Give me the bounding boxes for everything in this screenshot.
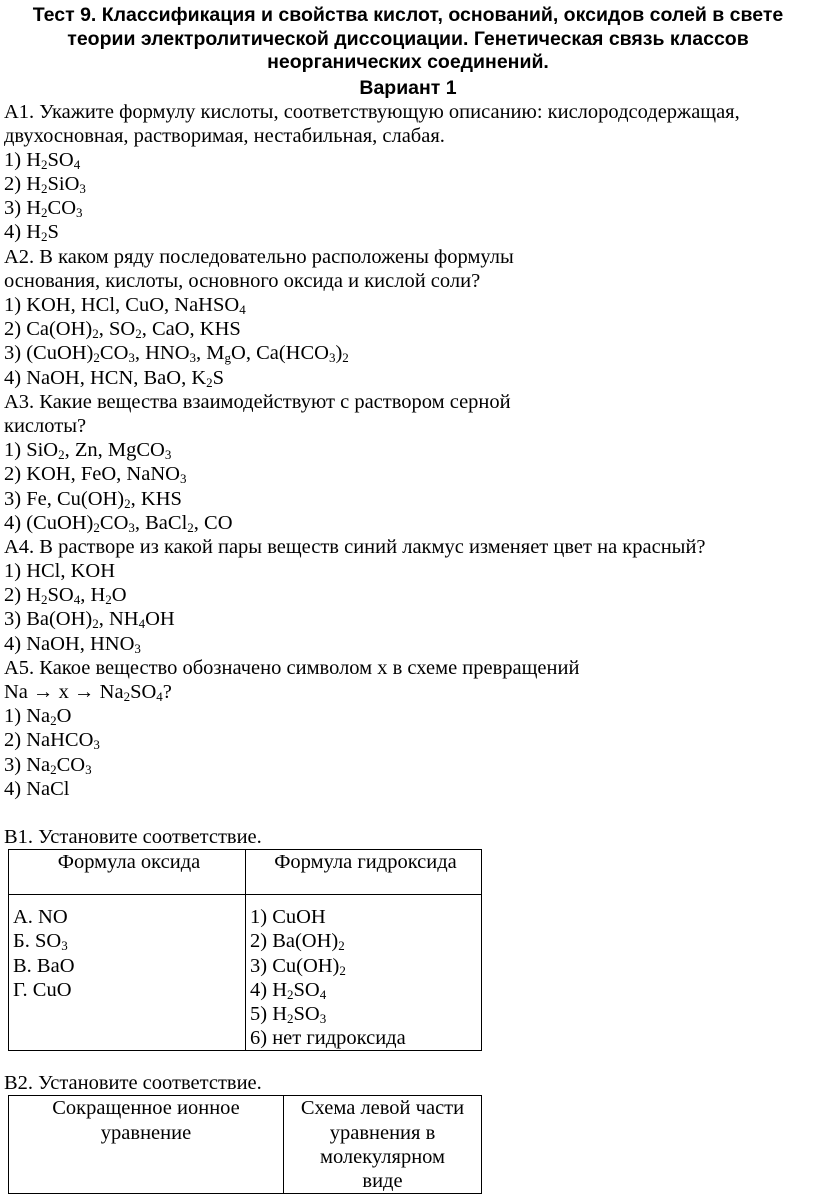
answer-option: 4) $(CuOH)_2CO_3$, BaCl$_2$, CO	[4, 511, 233, 535]
b1-prompt: В1. Установите соответствие.	[4, 825, 262, 848]
question-stem: А1. Укажите формулу кислоты, соответствующую описанию: кислородсодержащая,	[4, 100, 740, 123]
subscript: 2	[287, 986, 294, 1002]
b2-prompt: В2. Установите соответствие.	[4, 1072, 262, 1095]
subscript: 2	[105, 592, 112, 608]
b1-body-row	[9, 895, 482, 1051]
subscript: 2	[41, 592, 48, 608]
question-stem: двухосновная, растворимая, нестабильная, слабая.	[4, 124, 445, 147]
b2-header-left: Сокращенное ионное уравнение	[9, 1096, 284, 1194]
hydroxide-item: 6) нет гидроксида	[250, 1027, 406, 1050]
subscript: 4	[73, 592, 81, 608]
answer-option: 1) KOH, HCl, CuO, NaHSO$_4$	[4, 294, 246, 317]
answer-option: 3) $Ba(OH)_2$, $NH_4OH$	[4, 608, 175, 632]
subscript: 4	[319, 986, 327, 1002]
subscript: 2	[92, 326, 99, 342]
subscript: 2	[206, 374, 213, 390]
subscript: 2	[342, 350, 349, 366]
b1-header-row	[9, 850, 482, 895]
subscript: 3	[179, 471, 187, 487]
subscript: 2	[58, 447, 65, 463]
questions-section	[0, 100, 816, 1195]
subscript: 2	[287, 1010, 294, 1026]
b2-header-row	[9, 1096, 482, 1194]
subscript: 2	[135, 326, 142, 342]
question-stem: А2. В каком ряду последовательно расположены формулы	[4, 245, 514, 268]
question-stem: А3. Какие вещества взаимодействуют с раствором серной	[4, 390, 511, 413]
answer-option: 1) SiO$_2$, Zn, MgCO$_3$	[4, 439, 172, 463]
subscript: 3	[189, 350, 197, 366]
subscript: 2	[187, 519, 194, 535]
oxide-item: Г. CuO	[13, 978, 72, 1001]
hydroxide-item: 5) $H_2SO_3$	[250, 1002, 327, 1026]
answer-option: 2) KOH, FeO, NaNO$_3$	[4, 463, 187, 487]
subscript: 4	[138, 616, 146, 632]
subscript: 2	[41, 229, 48, 245]
subscript: 3	[134, 640, 141, 656]
answer-option: 3) $H_2CO_3$	[4, 197, 83, 221]
subscript: 2	[41, 156, 48, 172]
subscript: 3	[85, 761, 92, 777]
answer-option: 4) $H_2S$	[4, 221, 59, 245]
answer-option: 2) $H_2SO_4$, $H_2O$	[4, 584, 127, 608]
answer-option: 1) $Na_2O$	[4, 705, 72, 729]
subscript: 2	[93, 519, 100, 535]
subscript: 3	[93, 737, 100, 753]
answer-option: 1) HCl, KOH	[4, 560, 116, 583]
answer-option: 4) NaCl	[4, 777, 70, 800]
answer-option: 4) NaOH, HCN, BaO, $K_2S$	[4, 366, 225, 390]
subscript: 3	[61, 938, 68, 954]
b2-header-right: Схема левой части уравнения в молекулярном виде	[284, 1096, 482, 1194]
question-stem: А4. В растворе из какой пары веществ синий лакмус изменяет цвет на красный?	[4, 535, 706, 558]
spacer	[4, 801, 812, 825]
b1-header-right: Формула гидроксида	[246, 850, 482, 895]
hydroxide-item: 2) $Ba(OH)_2$	[250, 930, 345, 954]
b1-oxide-list	[9, 895, 246, 1051]
answer-option: 2) $H_2SiO_3$	[4, 173, 86, 197]
question-list	[4, 100, 812, 801]
answer-option: 3) $Na_2CO_3$	[4, 753, 92, 777]
answer-option: 1) $H_2SO_4$	[4, 148, 81, 172]
subscript: 2	[93, 350, 100, 366]
subscript: 2	[50, 761, 57, 777]
subscript: 2	[338, 938, 345, 954]
answer-option: 2) $Ca(OH)_2$, $SO_2$, CaO, KHS	[4, 318, 241, 342]
answer-option: 4) NaOH, $HNO_3$	[4, 632, 141, 656]
subscript: 2	[41, 205, 48, 221]
b1-table	[8, 849, 482, 1051]
b1-header-left: Формула оксида	[9, 850, 246, 895]
subscript: 3	[79, 181, 86, 197]
subscript: 3	[164, 447, 172, 463]
b2-table	[8, 1095, 482, 1194]
answer-option: 3) Fe, $Cu(OH)_2$, KHS	[4, 487, 182, 511]
oxide-item: В. BaO	[13, 954, 75, 977]
question-stem: А5. Какое вещество обозначено символом х в схеме превращений	[4, 656, 580, 679]
question-stem: кислоты?	[4, 414, 87, 437]
variant-heading: Вариант 1	[359, 76, 457, 99]
spacer	[4, 1051, 812, 1071]
subscript: 3	[128, 350, 135, 366]
question-formula: $Na \to x \to Na_2SO_4$?	[4, 681, 172, 704]
hydroxide-item: 4) $H_2SO_4$	[250, 978, 327, 1002]
answer-option: 2) NaHCO$_3$	[4, 729, 100, 753]
subscript: 2	[339, 962, 346, 978]
b1-hydroxide-list	[246, 895, 482, 1051]
question-stem: основания, кислоты, основного оксида и кислой соли?	[4, 269, 481, 292]
subscript: 4	[239, 302, 246, 317]
oxide-item: Б. $SO_3$	[13, 930, 68, 954]
answer-option: 3) $(CuOH)_2CO_3$, $HNO_3$, $M_gO$, $Ca(HCO_3)_2$	[4, 342, 349, 366]
subscript: 4	[73, 156, 81, 172]
subscript: 3	[319, 1010, 327, 1026]
subscript: g	[224, 350, 232, 366]
subscript: 2	[50, 713, 57, 729]
subscript: 2	[92, 616, 99, 632]
oxide-item: А. NO	[13, 906, 68, 929]
subscript: 2	[41, 181, 48, 197]
subscript: 2	[124, 495, 131, 511]
hydroxide-item: 3) $Cu(OH)_2$	[250, 954, 346, 978]
subscript: 4	[156, 689, 163, 704]
subscript: 3	[128, 519, 135, 535]
hydroxide-item: 1) CuOH	[250, 906, 326, 929]
subscript: 3	[76, 205, 83, 221]
subscript: 2	[123, 689, 131, 704]
subscript: 3	[328, 350, 336, 366]
document-title: Тест 9. Классификация и свойства кислот, оснований, оксидов солей в свете теории электролитической диссоциации. Генетическая связь классов неорганических соединений.	[32, 4, 784, 73]
